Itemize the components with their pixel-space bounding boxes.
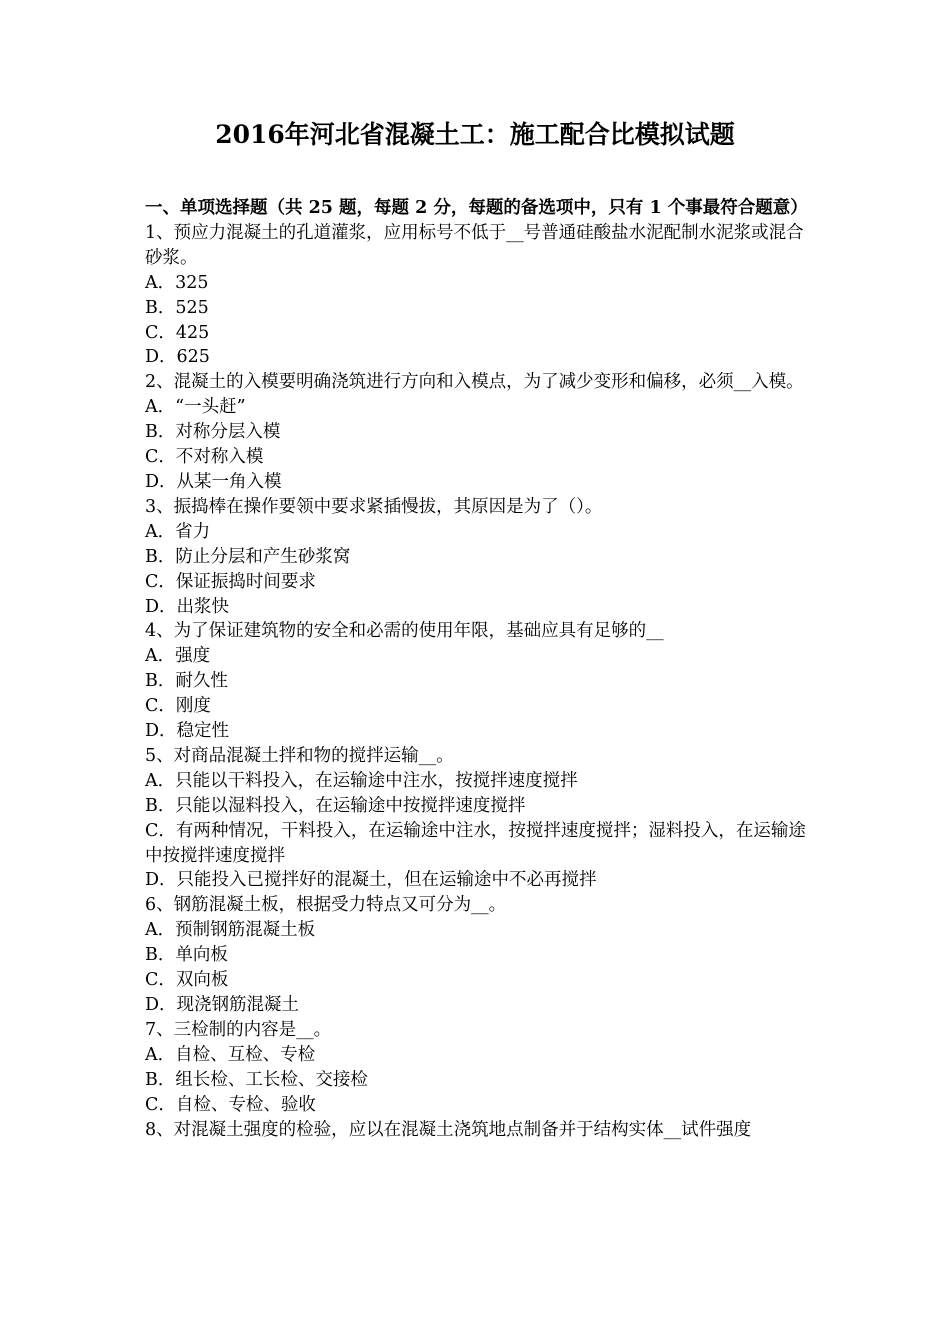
option-a: A．自检、互检、专检 (145, 1044, 316, 1065)
option-b: B．单向板 (145, 945, 228, 966)
document-body (145, 196, 810, 1142)
option-d: D．从某一角入模 (145, 471, 282, 492)
option-c: C．自检、专检、验收 (145, 1094, 316, 1115)
question-6 (145, 893, 810, 1018)
question-stem: 8、对混凝土强度的检验，应以在混凝土浇筑地点制备并于结构实体__试件强度 (145, 1119, 752, 1140)
option-a: A．省力 (145, 521, 211, 542)
question-2 (145, 370, 810, 495)
question-stem: 6、钢筋混凝土板，根据受力特点又可分为__。 (145, 895, 507, 916)
option-a: A．预制钢筋混凝土板 (145, 920, 316, 941)
section-heading: 一、单项选择题（共 25 题，每题 2 分，每题的备选项中，只有 1 个事最符合题意） (145, 198, 808, 218)
question-5 (145, 744, 810, 893)
question-7 (145, 1018, 810, 1118)
question-stem: 2、混凝土的入模要明确浇筑进行方向和入模点，为了减少变形和偏移，必须__入模。 (145, 372, 804, 393)
question-3 (145, 495, 810, 620)
option-a: A．“一头赶” (145, 397, 246, 418)
question-1 (145, 221, 810, 370)
option-b: B．只能以湿料投入，在运输途中按搅拌速度搅拌 (145, 795, 526, 816)
option-d: D．稳定性 (145, 721, 230, 742)
option-d: D．625 (145, 347, 210, 368)
option-c: C．保证振捣时间要求 (145, 571, 316, 592)
question-stem: 4、为了保证建筑物的安全和必需的使用年限，基础应具有足够的__ (145, 621, 664, 642)
option-d: D．只能投入已搅拌好的混凝土，但在运输途中不必再搅拌 (145, 870, 597, 891)
option-c: C．有两种情况，干料投入，在运输途中注水，按搅拌速度搅拌；湿料投入，在运输途中按搅拌速度搅拌 (145, 820, 806, 866)
question-4 (145, 619, 810, 744)
question-stem: 1、预应力混凝土的孔道灌浆，应用标号不低于__号普通硅酸盐水泥配制水泥浆或混合砂浆。 (145, 222, 804, 268)
option-b: B．对称分层入模 (145, 422, 281, 443)
question-stem: 5、对商品混凝土拌和物的搅拌运输__。 (145, 745, 454, 766)
option-c: C．425 (145, 322, 210, 343)
document-title: 2016年河北省混凝土工：施工配合比模拟试题 (215, 120, 735, 149)
option-b: B．防止分层和产生砂浆窝 (145, 546, 351, 567)
option-a: A．强度 (145, 646, 211, 667)
question-stem: 7、三检制的内容是__。 (145, 1019, 332, 1040)
option-a: A．只能以干料投入，在运输途中注水，按搅拌速度搅拌 (145, 770, 578, 791)
option-c: C．刚度 (145, 696, 211, 717)
option-b: B．525 (145, 297, 209, 318)
option-b: B．组长检、工长检、交接检 (145, 1069, 368, 1090)
option-d: D．出浆快 (145, 596, 230, 617)
option-d: D．现浇钢筋混凝土 (145, 995, 300, 1015)
option-c: C．双向板 (145, 970, 229, 991)
question-stem: 3、振捣棒在操作要领中要求紧插慢拔，其原因是为了（）。 (145, 496, 603, 517)
option-c: C．不对称入模 (145, 447, 264, 468)
option-a: A．325 (145, 272, 209, 293)
option-b: B．耐久性 (145, 671, 228, 692)
question-8 (145, 1118, 810, 1143)
